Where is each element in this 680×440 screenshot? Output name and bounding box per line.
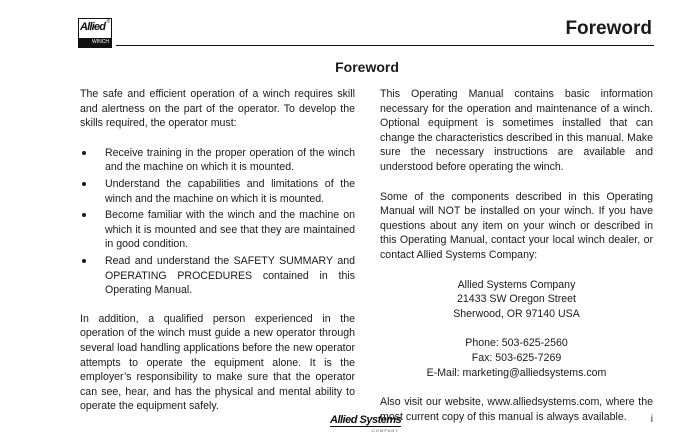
allied-winch-logo [78, 18, 112, 48]
address-street: 21433 SW Oregon Street [457, 293, 576, 306]
company-contact [380, 336, 653, 380]
allied-systems-logo-subtext: COMPANY [372, 428, 399, 433]
intro-paragraph: The safe and efficient operation of a winch requires skill and alertness on the part of the operator. To develop the skills required, the operator must: [80, 88, 355, 130]
contact-email: E-Mail: marketing@alliedsystems.com [426, 366, 607, 379]
logo-subtext: WINCH [79, 38, 111, 47]
list-item: Become familiar with the winch and the machine on which it is mounted and see that they are maintained in good condition. [80, 208, 355, 252]
list-item: Receive training in the proper operation of the winch and the machine on which it is mounted. [80, 146, 355, 175]
header-divider [116, 45, 654, 46]
list-item: Understand the capabilities and limitations of the winch and the machine on which it is mounted. [80, 177, 355, 206]
components-paragraph: Some of the components described in this Operating Manual will NOT be installed on your winch. If you have questions about any item on your winch or described in this Operating Manual, contact your local winch dealer, or contact Allied Systems Company: [380, 190, 653, 261]
page-number: i [650, 414, 653, 425]
page-heading: Foreword [335, 59, 399, 75]
header-title: Foreword [565, 18, 652, 39]
address-company: Allied Systems Company [457, 278, 576, 291]
left-column [80, 87, 355, 414]
logo-registered-mark: ® [106, 19, 110, 25]
right-column [380, 87, 653, 424]
closing-paragraph: In addition, a qualified person experienced in the operation of the winch must guide a new operator through several load handling applications before the new operator attempts to operate the equipment alone. It is the employer’s responsibility to make sure that the operator can see, hear, and has the physical and mental ability to operate the equipment safely. [80, 312, 355, 413]
website-paragraph: Also visit our website, www.alliedsystems.com, where the most current copy of this manual is always available. [380, 396, 653, 423]
manual-info-paragraph: This Operating Manual contains basic information necessary for the operation and maintenance of a winch. Optional equipment is sometimes installed that can change the characteristics described in this manual. Make sure the necessary instructions are available and understood before operating the winch. [380, 88, 653, 173]
list-item: Read and understand the SAFETY SUMMARY and OPERATING PROCEDURES contained in this Operating Manual. [80, 254, 355, 298]
contact-fax: Fax: 503-625-7269 [471, 351, 562, 364]
logo-brand-text: Allied [80, 21, 106, 33]
company-address [380, 278, 653, 322]
address-city: Sherwood, OR 97140 USA [453, 307, 580, 320]
requirements-list [80, 146, 355, 298]
contact-phone: Phone: 503-625-2560 [465, 337, 568, 350]
allied-systems-logo: Allied Systems [330, 414, 402, 426]
